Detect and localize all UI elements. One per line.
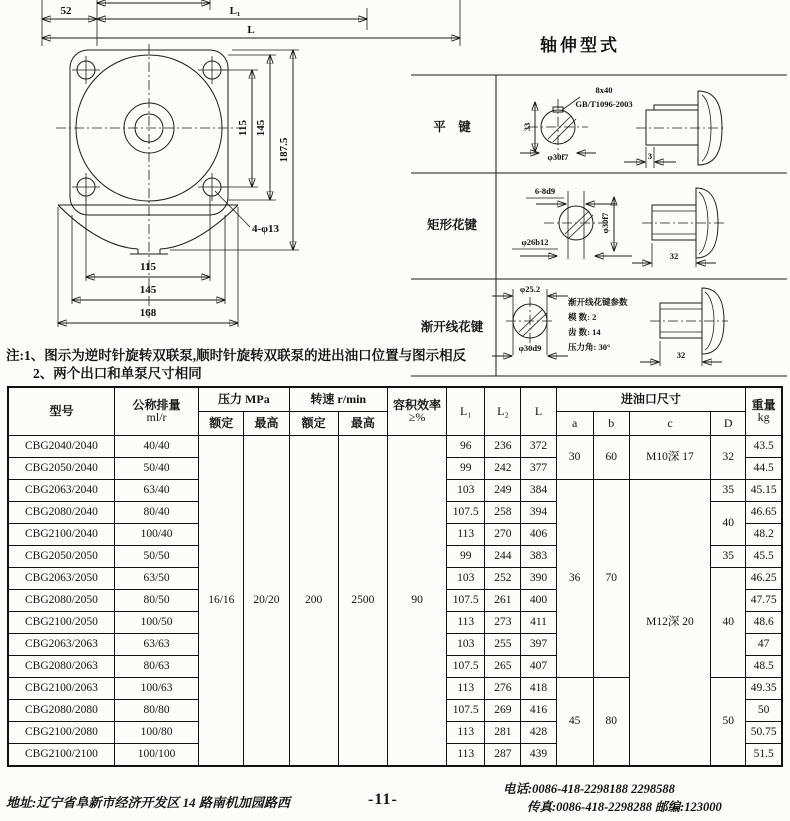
- header-efficiency-line1: 容积效率: [393, 397, 442, 412]
- cell-weight: 50: [746, 699, 782, 721]
- cell-L2: 255: [485, 633, 521, 655]
- header-speed-max: 最高: [338, 411, 387, 435]
- header-pressure-rated: 额定: [199, 411, 244, 435]
- cell-displacement: 50/40: [114, 457, 198, 479]
- header-pressure: 压力 MPa: [199, 387, 289, 411]
- cell-displacement: 100/100: [114, 743, 198, 766]
- spline-spec: 6-8d9: [534, 186, 556, 196]
- cell-weight: 44.5: [746, 457, 782, 479]
- cell-c: M12深 20: [629, 479, 710, 766]
- header-weight: [746, 387, 782, 435]
- cell-model: CBG2100/2080: [8, 721, 114, 743]
- cell-displacement: 100/40: [114, 523, 198, 545]
- cell-weight: 48.6: [746, 611, 782, 633]
- cell-L: 372: [521, 435, 556, 457]
- cell-weight: 46.65: [746, 501, 782, 523]
- cell-D: 32: [711, 435, 746, 479]
- cell-L1: 107.5: [447, 699, 485, 721]
- cell-displacement: 80/80: [114, 699, 198, 721]
- dim-L1: L₁: [229, 5, 241, 17]
- footer-address: 地址:辽宁省阜新市经济开发区 14 路南机加园路西: [6, 795, 290, 810]
- cell-a: 30: [556, 435, 593, 479]
- header-pressure-max: 最高: [244, 411, 289, 435]
- flat-key-label: 平 键: [433, 120, 471, 134]
- footer-phone: 电话:0086-418-2298188 2298588: [503, 782, 675, 796]
- cell-L1: 113: [447, 677, 485, 699]
- cell-L1: 107.5: [447, 589, 485, 611]
- pump-front-view-drawing: [0, 0, 472, 346]
- cell-speed-rated: 200: [289, 435, 338, 766]
- cell-L: 397: [521, 633, 556, 655]
- header-L: L: [521, 387, 556, 435]
- cell-pressure-rated: 16/16: [199, 435, 244, 766]
- cell-weight: 45.5: [746, 545, 782, 567]
- cell-L2: 244: [485, 545, 521, 567]
- cell-weight: 45.15: [746, 479, 782, 501]
- cell-L1: 103: [447, 567, 485, 589]
- cell-weight: 47.75: [746, 589, 782, 611]
- cell-efficiency: 90: [387, 435, 446, 766]
- dim-phi26b12: φ26b12: [521, 237, 549, 247]
- involute-param-teeth: 齿 数: 14: [568, 327, 601, 337]
- cell-L2: 258: [485, 501, 521, 523]
- header-a: a: [556, 411, 593, 435]
- shaft-extension-panel: [408, 33, 790, 379]
- dim-phi30f7: φ30f7: [547, 152, 569, 162]
- dim-33: 33: [522, 122, 532, 132]
- spec-table: [7, 386, 783, 767]
- dim-32-inv: 32: [676, 350, 686, 360]
- cell-L: 400: [521, 589, 556, 611]
- header-weight-line2: kg: [757, 410, 770, 425]
- dim-32-rect: 32: [669, 251, 679, 261]
- cell-displacement: 80/63: [114, 655, 198, 677]
- cell-L2: 252: [485, 567, 521, 589]
- rect-spline-label: 矩形花键: [426, 218, 478, 232]
- cell-model: CBG2100/2063: [8, 677, 114, 699]
- cell-b: 60: [593, 435, 629, 479]
- cell-D: 35: [711, 545, 746, 567]
- bottom-dimension-lines: [58, 196, 238, 327]
- page-number: -11-: [368, 791, 398, 808]
- cell-displacement: 80/40: [114, 501, 198, 523]
- cell-L: 406: [521, 523, 556, 545]
- header-L1: L₁: [447, 387, 485, 435]
- key-standard: GB/T1096-2003: [575, 99, 633, 109]
- cell-L: 411: [521, 611, 556, 633]
- cell-D: 50: [711, 677, 746, 766]
- dim-115-bottom: 115: [140, 261, 156, 273]
- cell-L2: 236: [485, 435, 521, 457]
- header-efficiency-line2: ≥%: [408, 410, 426, 425]
- cell-model: CBG2080/2050: [8, 589, 114, 611]
- header-speed: 转速 r/min: [289, 387, 387, 411]
- header-model: 型号: [8, 387, 114, 435]
- cell-L: 377: [521, 457, 556, 479]
- cell-L: 418: [521, 677, 556, 699]
- cell-weight: 49.35: [746, 677, 782, 699]
- cell-L: 394: [521, 501, 556, 523]
- cell-weight: 46.25: [746, 567, 782, 589]
- header-speed-rated: 额定: [289, 411, 338, 435]
- cell-L2: 273: [485, 611, 521, 633]
- cell-L1: 113: [447, 743, 485, 766]
- header-L2: L₂: [485, 387, 521, 435]
- cell-displacement: 100/80: [114, 721, 198, 743]
- dim-L: L: [247, 24, 255, 36]
- cell-L1: 103: [447, 479, 485, 501]
- cell-model: CBG2100/2100: [8, 743, 114, 766]
- cell-L: 407: [521, 655, 556, 677]
- cell-L2: 261: [485, 589, 521, 611]
- cell-L2: 269: [485, 699, 521, 721]
- cell-L2: 281: [485, 721, 521, 743]
- cell-displacement: 80/50: [114, 589, 198, 611]
- cell-model: CBG2063/2063: [8, 633, 114, 655]
- key-spec: 8x40: [595, 85, 613, 95]
- cell-a: 36: [556, 479, 593, 677]
- cell-L: 439: [521, 743, 556, 766]
- cell-c: M10深 17: [629, 435, 710, 479]
- cell-L: 384: [521, 479, 556, 501]
- cell-L2: 276: [485, 677, 521, 699]
- cell-displacement: 63/63: [114, 633, 198, 655]
- involute-param-angle: 压力角: 30°: [568, 342, 611, 352]
- cell-b: 80: [593, 677, 629, 766]
- right-dimension-lines: [170, 50, 299, 250]
- cell-weight: 50.75: [746, 721, 782, 743]
- cell-L1: 107.5: [447, 501, 485, 523]
- header-displacement-line2: ml/r: [146, 410, 167, 425]
- cell-L1: 113: [447, 611, 485, 633]
- cell-displacement: 100/63: [114, 677, 198, 699]
- shaft-panel-title: 轴伸型式: [540, 36, 620, 55]
- cell-L1: 99: [447, 545, 485, 567]
- cell-model: CBG2080/2080: [8, 699, 114, 721]
- header-b: b: [593, 411, 629, 435]
- cell-L2: 249: [485, 479, 521, 501]
- note-line-2: 2、两个出口和单泵尺寸相同: [33, 365, 202, 381]
- cell-model: CBG2050/2050: [8, 545, 114, 567]
- cell-model: CBG2040/2040: [8, 435, 114, 457]
- cell-L: 390: [521, 567, 556, 589]
- cell-weight: 51.5: [746, 743, 782, 766]
- cell-L2: 265: [485, 655, 521, 677]
- cell-L1: 113: [447, 721, 485, 743]
- cell-displacement: 63/40: [114, 479, 198, 501]
- header-c: c: [629, 411, 710, 435]
- cell-weight: 48.5: [746, 655, 782, 677]
- footer-fax: 传真:0086-418-2298288 邮编:123000: [527, 800, 722, 814]
- header-displacement-line1: 公称排量: [132, 397, 181, 412]
- cell-L2: 242: [485, 457, 521, 479]
- header-efficiency: [387, 387, 446, 435]
- dim-phi30d9: φ30d9: [518, 343, 542, 353]
- cell-L: 428: [521, 721, 556, 743]
- dim-115-vertical: 115: [237, 120, 249, 136]
- cell-L: 416: [521, 699, 556, 721]
- header-D: D: [711, 411, 746, 435]
- cell-weight: 43.5: [746, 435, 782, 457]
- cell-L2: 287: [485, 743, 521, 766]
- mounting-bracket: [58, 205, 238, 254]
- header-inlet: 进油口尺寸: [556, 387, 746, 411]
- cell-speed-max: 2500: [338, 435, 387, 766]
- cell-model: CBG2063/2050: [8, 567, 114, 589]
- cell-L1: 99: [447, 457, 485, 479]
- cell-model: CBG2080/2063: [8, 655, 114, 677]
- cell-L1: 96: [447, 435, 485, 457]
- cell-a: 45: [556, 677, 593, 766]
- involute-param-module: 模 数: 2: [568, 312, 597, 322]
- table-row: [8, 435, 782, 457]
- dim-52: 52: [60, 5, 72, 17]
- dim-phi30f7-2: φ30f7: [600, 212, 610, 234]
- dim-4-phi13: 4-φ13: [252, 223, 280, 235]
- cell-L: 383: [521, 545, 556, 567]
- cell-weight: 47: [746, 633, 782, 655]
- notes-block: [6, 347, 492, 382]
- dim-3: 3: [647, 151, 653, 161]
- cell-L1: 113: [447, 523, 485, 545]
- dim-168: 168: [139, 307, 157, 319]
- dim-187-5: 187.5: [278, 137, 290, 163]
- top-dimension-lines: [42, 0, 460, 46]
- cell-model: CBG2080/2040: [8, 501, 114, 523]
- cell-b: 70: [593, 479, 629, 677]
- cell-weight: 48.2: [746, 523, 782, 545]
- cell-model: CBG2100/2040: [8, 523, 114, 545]
- dim-145-vertical: 145: [255, 119, 267, 137]
- header-displacement: [114, 387, 198, 435]
- cell-model: CBG2050/2040: [8, 457, 114, 479]
- rect-spline-row: [427, 186, 726, 267]
- involute-spline-label: 渐开线花键: [420, 320, 484, 334]
- cell-displacement: 63/50: [114, 567, 198, 589]
- cell-D: 40: [711, 567, 746, 677]
- cell-D: 40: [711, 501, 746, 545]
- note-line-1: 注:1、图示为逆时针旋转双联泵,顺时针旋转双联泵的进出油口位置与图示相反: [6, 348, 467, 363]
- cell-L1: 103: [447, 633, 485, 655]
- flat-key-row: [433, 85, 726, 168]
- dim-145-bottom: 145: [139, 284, 157, 296]
- involute-params-title: 渐开线花键参数: [568, 297, 628, 307]
- cell-displacement: 100/50: [114, 611, 198, 633]
- cell-D: 35: [711, 479, 746, 501]
- cell-model: CBG2063/2040: [8, 479, 114, 501]
- cell-displacement: 40/40: [114, 435, 198, 457]
- cell-model: CBG2100/2050: [8, 611, 114, 633]
- cell-L2: 270: [485, 523, 521, 545]
- cell-pressure-max: 20/20: [244, 435, 289, 766]
- cell-displacement: 50/50: [114, 545, 198, 567]
- cell-L1: 107.5: [447, 655, 485, 677]
- header-weight-line1: 重量: [751, 397, 776, 412]
- dim-phi25-2: φ25.2: [519, 284, 541, 294]
